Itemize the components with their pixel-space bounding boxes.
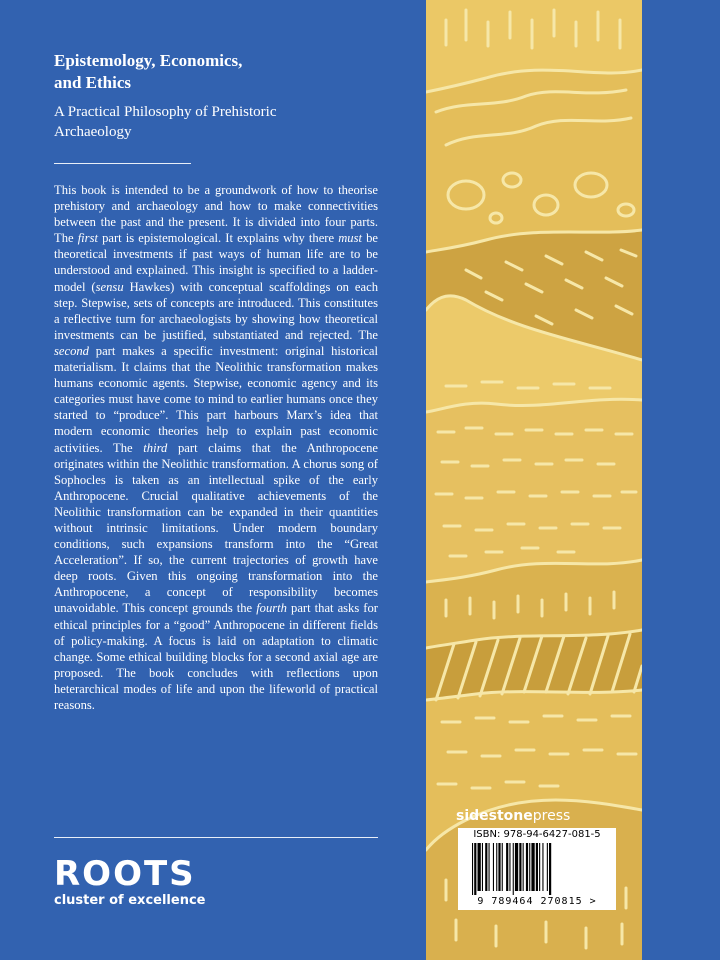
- barcode-bar: [542, 843, 543, 891]
- barcode-bar: [513, 843, 514, 895]
- description-part-5: part makes a specific investment: original historical materialism. It claims that the Neolithic transformation makes humans economic agents. Stepwise, economic agency and its categories must have come to mind to earlier humans once they started to “produce”. This part harbours Marx’s idea that modern economic theories help to explain past economic activities. The: [54, 343, 378, 455]
- book-title: [54, 50, 394, 94]
- description-part-6: part claims that the Anthropocene originates within the Neolithic transformation. A chorus song of Sophocles is taken as an intellectual spike of the early Anthropocene. Crucial qualitative achievements of the Neolithic transformation can be expanded in their quantities without intrinsic limitations. Under modern boundary conditions, such expansions transform into the “Great Acceleration”. If so, the current trajectories of growth have deep roots. Given this ongoing transformation into the Anthropocene, a concept of responsibility becomes unavoidable. This concept grounds the: [54, 440, 379, 616]
- book-title-line-1: Epistemology, Economics,: [54, 51, 243, 70]
- barcode-bar: [482, 843, 483, 891]
- emphasis-third: third: [143, 440, 168, 455]
- barcode-bar: [478, 843, 481, 891]
- description-part-7: part that asks for ethical principles for a “good” Anthropocene in different fields of policy-making. A focus is laid on adaptation to climatic change. Some ethical building blocks for a second axial age are proposed. The book concludes with reflections upon heterarchical modes of life and upon the lifeworld of practical reasons.: [54, 601, 378, 712]
- barcode-bar: [509, 843, 510, 891]
- description-part-2: part is epistemological. It explains why there: [98, 231, 339, 246]
- emphasis-sensu: sensu: [95, 279, 124, 294]
- book-subtitle: [54, 102, 384, 142]
- barcode-bar: [506, 843, 508, 891]
- ean-digits: 9 789464 270815 >: [477, 896, 597, 907]
- right-margin: [642, 0, 720, 960]
- isbn-barcode: [458, 828, 616, 910]
- publisher-name-light: press: [532, 808, 571, 824]
- barcode-bar: [496, 843, 497, 891]
- barcode-bar: [536, 843, 538, 891]
- description-part-1: This book is intended to be a groundwork of how to theorise prehistory and archaeology and how to make connectivities between the past and the present. It is divided into four parts. The: [54, 183, 378, 246]
- roots-wordmark: ROOTS: [54, 854, 196, 894]
- isbn-number: ISBN: 978-94-6427-081-5: [473, 829, 601, 840]
- publisher-logo: [456, 808, 570, 824]
- barcode-bar: [523, 843, 524, 891]
- barcode-bar: [519, 843, 521, 891]
- book-subtitle-line-1: A Practical Philosophy of Prehistoric: [54, 104, 277, 120]
- footer-divider: [54, 837, 378, 838]
- barcode-bar: [549, 843, 551, 895]
- title-divider: [54, 163, 191, 164]
- barcode-bar: [529, 843, 530, 891]
- barcode-bar: [526, 843, 528, 891]
- barcode-bars: [470, 843, 604, 895]
- book-title-line-2: and Ethics: [54, 73, 131, 92]
- description-part-3: be theoretical investments if past ways of human life are to be understood and explained. This insight is specified to a ladder-model (: [54, 231, 378, 294]
- barcode-bar: [493, 843, 494, 891]
- emphasis-must: must: [338, 231, 362, 246]
- barcode-bar: [502, 843, 503, 891]
- barcode-bar: [547, 843, 548, 891]
- barcode-bar: [531, 843, 534, 891]
- roots-logo: [54, 854, 206, 909]
- emphasis-fourth: fourth: [256, 601, 287, 616]
- barcode-bar: [485, 843, 487, 891]
- book-description: [54, 182, 378, 713]
- book-subtitle-line-2: Archaeology: [54, 124, 132, 140]
- barcode-bar: [515, 843, 518, 891]
- description-part-4: Hawkes) with conceptual scaffoldings on each step. Stepwise, sets of concepts are introduced. This constitutes a reflective turn for archaeologists by showing how theoretical investments can be justified, substantiated and rejected. The: [54, 279, 378, 342]
- barcode-bar: [498, 843, 500, 891]
- publisher-name-bold: sidestone: [456, 808, 533, 824]
- barcode-bar: [539, 843, 540, 891]
- barcode-bar: [489, 843, 490, 891]
- roots-tagline: cluster of excellence: [54, 893, 206, 908]
- emphasis-first: first: [77, 231, 98, 246]
- description-paragraph: [54, 182, 378, 713]
- barcode-bar: [474, 843, 476, 895]
- barcode-bar: [472, 843, 473, 895]
- emphasis-second: second: [54, 343, 89, 358]
